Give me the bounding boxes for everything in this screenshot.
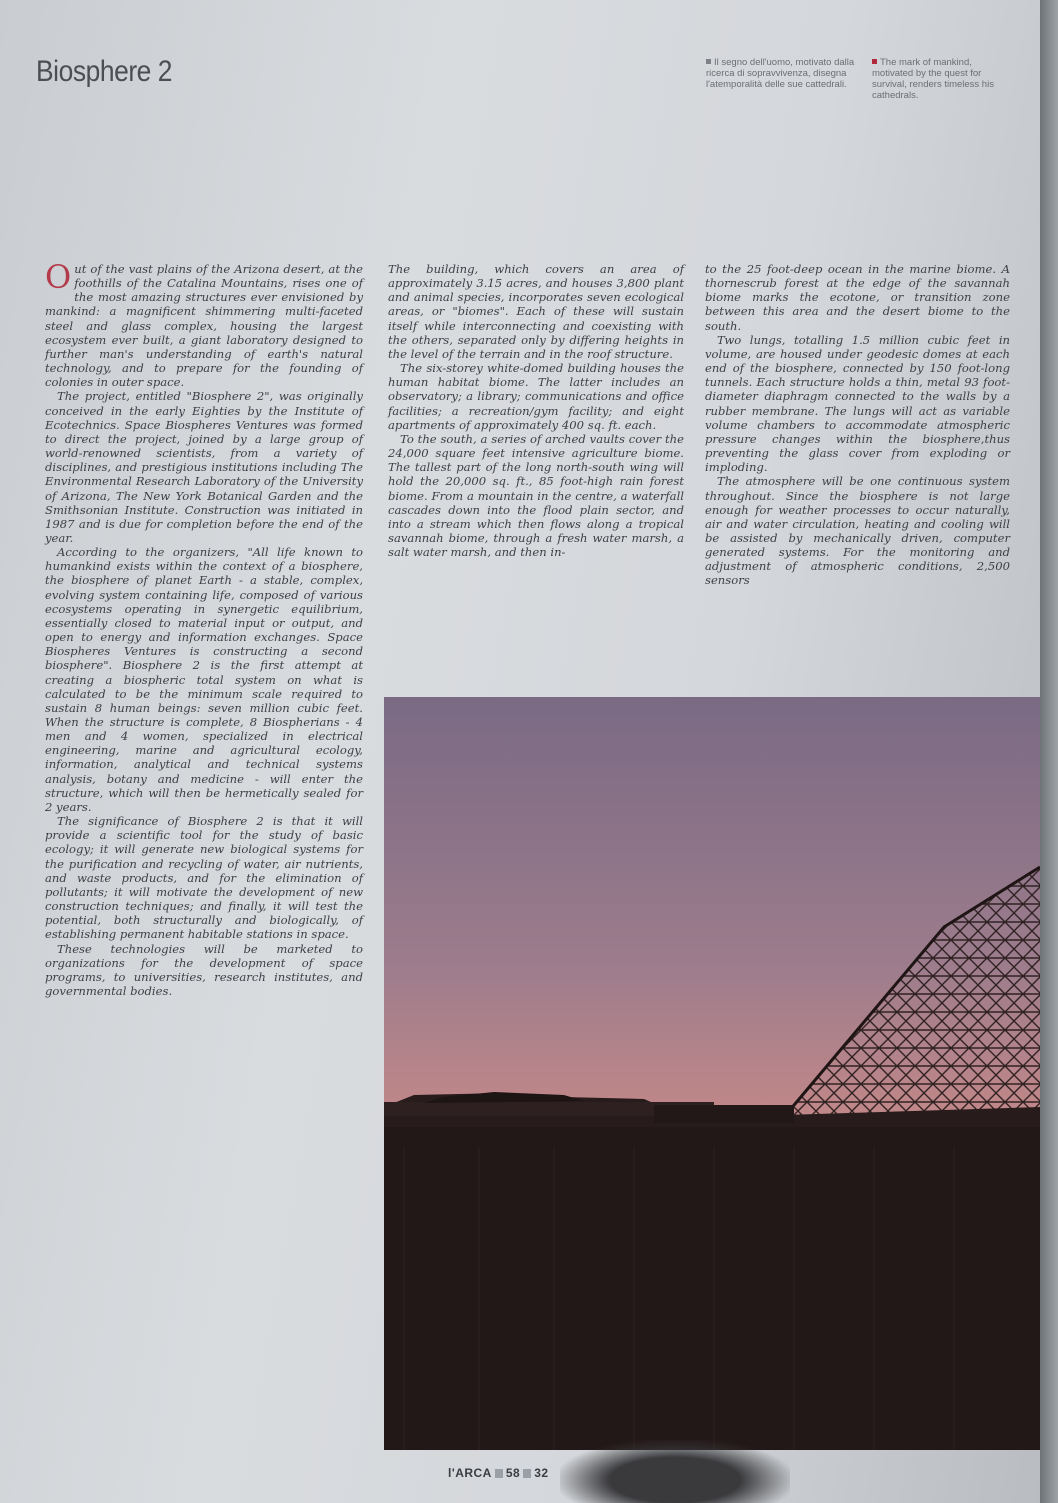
paragraph: The atmosphere will be one continuous system throughout. Since the biosphere is not large enough for weather processes to occur naturally, air and water circulation, heating and cooling will be assisted by mechanically driven, computer generated systems. For the monitoring and adjustment of atmospheric conditions, 2,500 sensors <box>705 474 1010 588</box>
page-separator-icon <box>523 1469 531 1478</box>
page-number: 32 <box>534 1466 549 1480</box>
caption-english-text: The mark of mankind, motivated by the quest for survival, renders timeless his cathedrals. <box>872 57 994 101</box>
paragraph: Two lungs, totalling 1.5 million cubic feet in volume, are housed under geodesic domes at each end of the biosphere, connected by 150 foot-long tunnels. Each structure holds a thin, metal 93 foot-diameter diaphragm connected to the walls by a rubber membrane. The lungs will act as variable volume chambers to accommodate atmospheric pressure changes within the biosphere,thus preventing the glass cover from exploding or imploding. <box>705 332 1010 475</box>
issue-separator-icon <box>495 1469 503 1478</box>
caption-english <box>872 57 1012 101</box>
paragraph <box>45 258 363 390</box>
paragraph-text: ut of the vast plains of the Arizona desert, at the foothills of the Catalina Mountains, rises one of the most amazing structures ever envisioned by mankind: a magnificent shimmering multi-faceted steel and glass complex, housing the largest ecosystem ever built, a giant laboratory designed to further man's understanding of earth's natural technology, and to prepare for the founding of colonies in outer space. <box>45 262 363 390</box>
article-column-2 <box>388 262 684 559</box>
caption-italian-text: Il segno dell'uomo, motivato dalla ricerca di sopravvivenza, disegna l'atemporalità delle sue cattedrali. <box>706 57 855 90</box>
biosphere-sunset-photo <box>384 697 1040 1450</box>
issue-number: 58 <box>505 1466 521 1480</box>
paragraph: to the 25 foot-deep ocean in the marine biome. A thornescrub forest at the edge of the savannah biome marks the ecotone, or transition zone between this area and the desert biome to the south. <box>705 262 1010 333</box>
paragraph: According to the organizers, "All life known to humankind exists within the context of a biosphere, the biosphere of planet Earth - a stable, complex, evolving system containing life, composed of various ecosystems operating in synergetic equilibrium, essentially closed to material input or output, and open to energy and information exchanges. Space Biospheres Ventures is constructing a second biosphere". Biosphere 2 is the first attempt at creating a biospheric total system on what is calculated to be the minimum scale required to sustain 8 human beings: seven million cubic feet. When the structure is complete, 8 Biospherians - 4 men and 4 women, specialized in electrical engineering, marine and agricultural ecology, information, analytical and technical systems analysis, botany and medicine - will enter the structure, which will then be hermetically sealed for 2 years. <box>45 545 363 814</box>
paragraph: The significance of Biosphere 2 is that it will provide a scientific tool for the study of basic ecology; it will generate new biological systems for the purification and recycling of water, air nutrients, and waste products, and for the elimination of pollutants; it will motivate the development of new construction techniques; and finally, it will test the potential, both structurally and biologically, of establishing permanent habitable stations in space. <box>45 814 363 942</box>
paragraph: These technologies will be marketed to organizations for the development of space programs, to universities, research institutes, and governmental bodies. <box>45 941 363 998</box>
paragraph: The project, entitled "Biosphere 2", was originally conceived in the early Eighties by the Institute of Ecotechnics. Space Biospheres Ventures was formed to direct the project, joined by a large group of world-renowned scientists, from a variety of disciplines, and prestigious institutions including The Environmental Research Laboratory of the University of Arizona, The New York Botanical Garden and the Smithsonian Institute. Construction was initiated in 1987 and is due for completion before the end of the year. <box>45 389 363 545</box>
photo-illustration <box>384 697 1040 1450</box>
bullet-square-icon <box>706 59 711 64</box>
caption-italian <box>706 57 856 90</box>
page-footer <box>448 1466 549 1480</box>
paragraph: To the south, a series of arched vaults cover the 24,000 square feet intensive agriculture biome. The tallest part of the long north-south wing will hold the 20,000 sq. ft., 85 foot-high rain forest biome. From a mountain in the centre, a waterfall cascades down into the flood plain sector, and into a stream which then flows along a tropical savannah biome, through a fresh water marsh, a salt water marsh, and then in- <box>388 431 684 560</box>
bullet-square-icon <box>872 59 877 64</box>
next-page-edge <box>1040 0 1058 1503</box>
magazine-name: l'ARCA <box>448 1466 492 1480</box>
drop-cap: O <box>45 258 72 296</box>
article-column-1 <box>45 258 363 998</box>
section-title: Biosphere 2 <box>36 55 173 88</box>
article-column-3 <box>705 262 1010 588</box>
finger-shadow <box>560 1440 790 1503</box>
paragraph: The building, which covers an area of approximately 3.15 acres, and houses 3,800 plant and animal species, incorporates seven ecological areas, or "biomes". Each of these will sustain itself while interconnecting and coexisting with the others, separated only by differing heights in the level of the terrain and in the roof structure. <box>388 262 684 361</box>
paragraph: The six-storey white-domed building houses the human habitat biome. The latter includes an observatory; a library; communications and office facilities; a recreation/gym facility; and eight apartments of approximately 400 sq. ft. each. <box>388 361 684 432</box>
